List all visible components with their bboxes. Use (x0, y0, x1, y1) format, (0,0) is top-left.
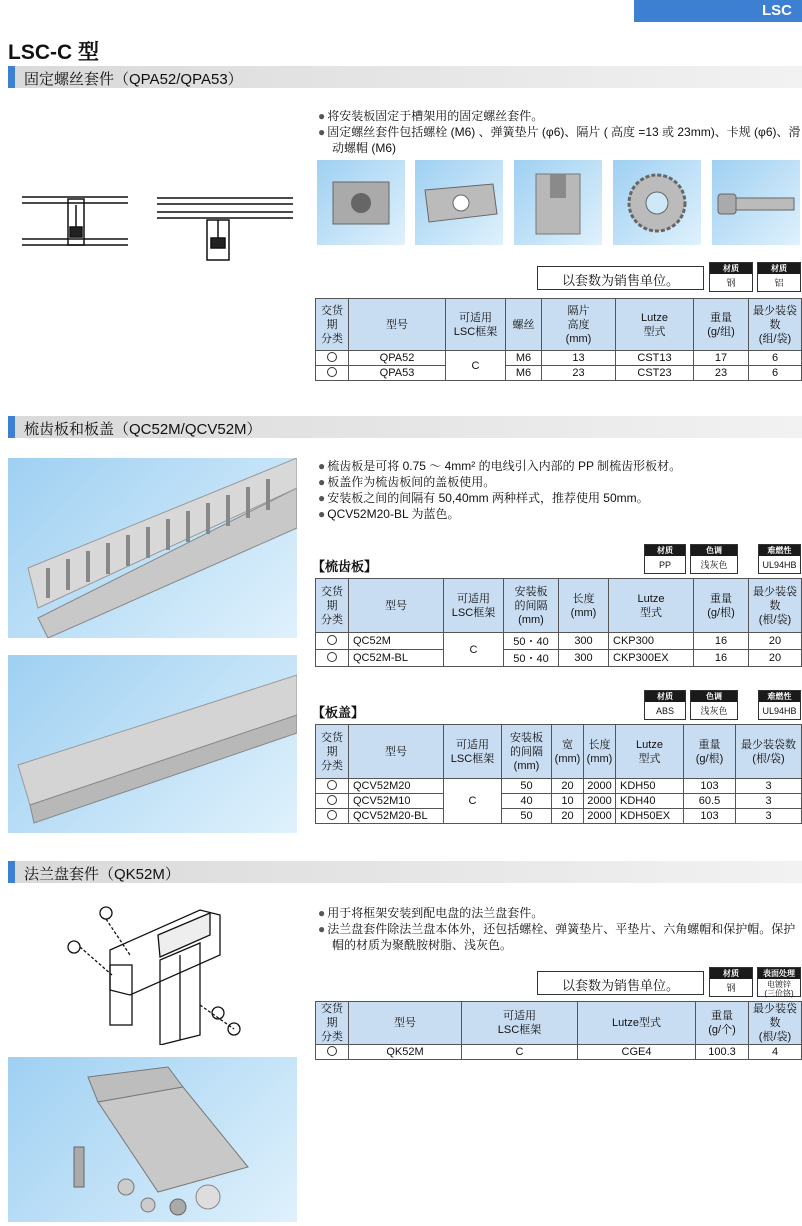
cover-plate-table: 交货期 分类 型号 可适用 LSC框架 安装板 的间隔 (mm) 宽 (mm) 长度 (mm) Lutze 型式 重量 (g/根) 最少装袋数 (根/袋) QCV52M20 C 50 20 2000 KDH50 103 3 QCV52M10 40 10 2000 KDH40 60.5 3 QCV52M20-BL 50 20 2000 KDH50EX 103 3 (315, 724, 802, 824)
surface-treatment-box: 表面处理 电镀锌 (三价铬) (757, 967, 801, 997)
clip-photo (415, 160, 503, 245)
table-row: QCV52M10 40 10 2000 KDH40 60.5 3 (316, 794, 802, 809)
comb-table-label: 【梳齿板】 (312, 559, 378, 574)
flange-kit-exploded-drawing (50, 895, 260, 1045)
screw-kit-description: ● 将安装板固定于槽架用的固定螺丝套件。 ● 固定螺丝套件包括螺栓 (M6) 、弹簧垫片 (φ6)、隔片 ( 高度 =13 或 23mm)、卡规 (φ6)、滑动螺帽 (M6) (318, 108, 802, 156)
material-box-aluminum: 材质 铝 (757, 262, 801, 292)
section-bar-screw-kit (8, 66, 802, 88)
cover-plate-photo (8, 655, 297, 833)
rail-cross-section-drawing (20, 185, 130, 265)
section-title: 梳齿板和板盖（QC52M/QCV52M） (24, 421, 262, 438)
spacer-photo (514, 160, 602, 245)
material-box: 材质 ABS (644, 690, 686, 720)
square-nut-photo (317, 160, 405, 245)
section-bar-flange-kit (8, 861, 802, 883)
series-tag: LSC (634, 0, 802, 22)
color-box: 色调 浅灰色 (690, 544, 738, 574)
flammability-box: 难燃性 UL94HB (758, 544, 801, 574)
table-row: QCV52M20-BL 50 20 2000 KDH50EX 103 3 (316, 809, 802, 824)
screw-kit-table: 交货期 分类 型号 可适用 LSC框架 螺丝 隔片 高度 (mm) Lutze 型式 重量 (g/组) 最少装袋数 (组/袋) QPA52 C M6 13 CST13 17 6 QPA53 M6 23 CST23 23 6 (315, 298, 802, 381)
washer-photo (613, 160, 701, 245)
sales-unit-note: 以套数为销售单位。 (537, 971, 704, 995)
section-title: 固定螺丝套件（QPA52/QPA53） (24, 71, 243, 88)
cover-table-label: 【板盖】 (312, 705, 365, 720)
section-title: 法兰盘套件（QK52M） (24, 866, 180, 883)
table-row: QPA53 M6 23 CST23 23 6 (316, 366, 802, 381)
comb-cover-description: ● 梳齿板是可将 0.75 ～ 4mm² 的电线引入内部的 PP 制梳齿形板材。 ● 板盖作为梳齿板间的盖板使用。 ● 安装板之间的间隔有 50,40mm 两种样式，推荐使用 50mm。 ● QCV52M20-BL 为蓝色。 (318, 458, 802, 522)
comb-plate-table: 交货期 分类 型号 可适用 LSC框架 安装板 的间隔 (mm) 长度 (mm) Lutze 型式 重量 (g/根) 最少装袋数 (根/袋) QC52M C 50・40 300 CKP300 16 20 QC52M-BL 50・40 300 CKP300EX 16 20 (315, 578, 802, 667)
bolt-photo (712, 160, 800, 245)
sales-unit-note: 以套数为销售单位。 (537, 266, 704, 290)
section-bar-comb-cover (8, 416, 802, 438)
rail-joint-drawing (155, 190, 295, 270)
page-title: LSC-C 型 (8, 41, 99, 64)
flange-kit-description: ● 用于将框架安装到配电盘的法兰盘套件。 ● 法兰盘套件除法兰盘本体外，还包括螺栓、弹簧垫片、平垫片、六角螺帽和保护帽。保护帽的材质为聚酰胺树脂、浅灰色。 (318, 905, 802, 953)
table-row: QC52M C 50・40 300 CKP300 16 20 (316, 633, 802, 650)
material-box-steel: 材质 钢 (709, 262, 753, 292)
material-box: 材质 PP (644, 544, 686, 574)
table-row: QK52M C CGE4 100.3 4 (316, 1045, 802, 1060)
flange-kit-table: 交货期 分类 型号 可适用 LSC框架 Lutze型式 重量 (g/个) 最少装袋数 (根/袋) QK52M C CGE4 100.3 4 (315, 1001, 802, 1060)
flammability-box: 难燃性 UL94HB (758, 690, 801, 720)
comb-plate-photo (8, 458, 297, 638)
color-box: 色调 浅灰色 (690, 690, 738, 720)
material-box-steel: 材质 钢 (709, 967, 753, 997)
table-row: QCV52M20 C 50 20 2000 KDH50 103 3 (316, 779, 802, 794)
flange-kit-photo (8, 1057, 297, 1222)
table-row: QPA52 C M6 13 CST13 17 6 (316, 351, 802, 366)
table-row: QC52M-BL 50・40 300 CKP300EX 16 20 (316, 650, 802, 667)
